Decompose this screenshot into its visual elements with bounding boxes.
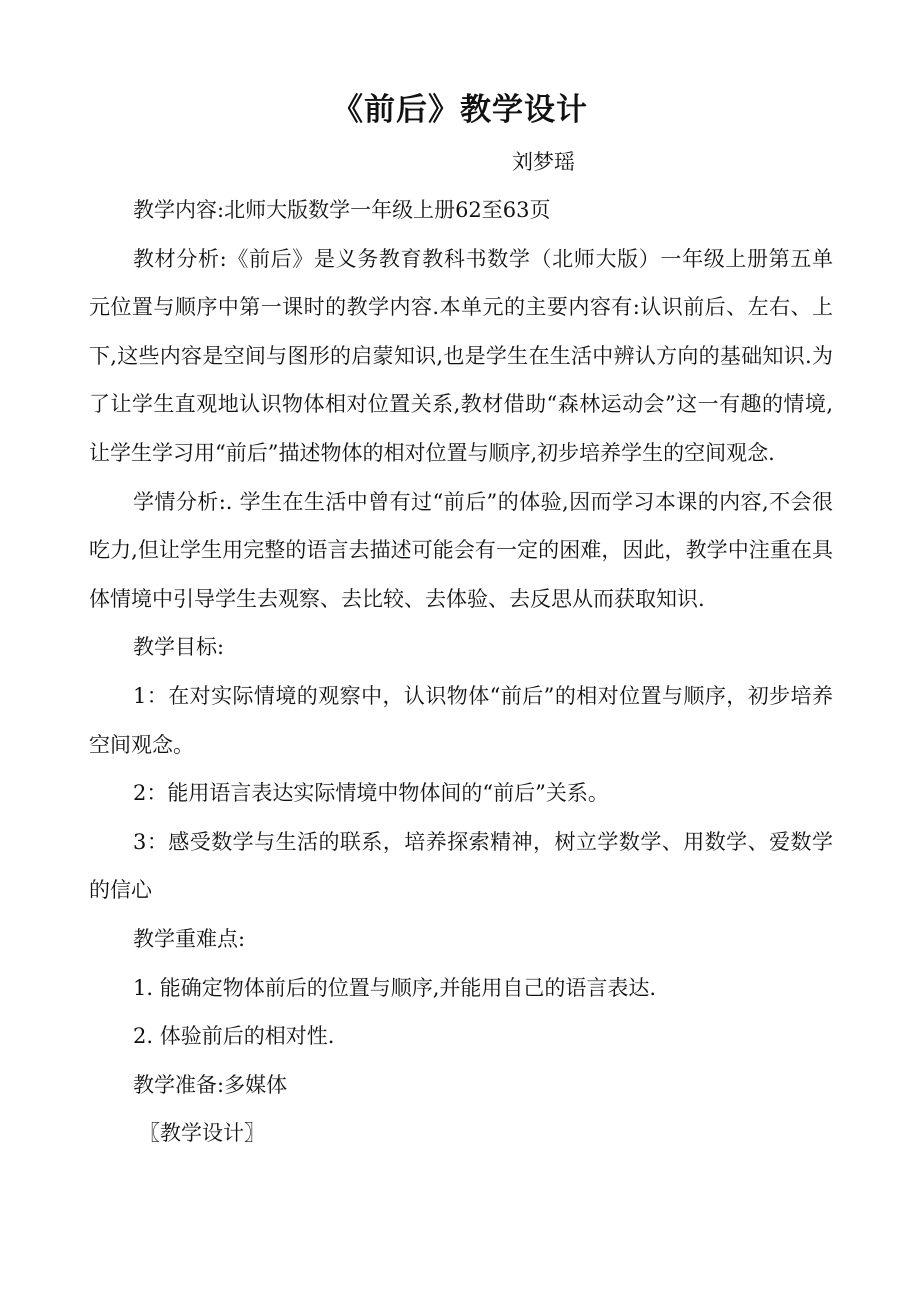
objective-item: 2：能用语言表达实际情境中物体间的“前后”关系。 — [133, 781, 609, 806]
author-name: 刘梦瑶 — [512, 150, 575, 174]
key-points-heading: 教学重难点: — [133, 926, 246, 951]
objective-item: 3：感受数学与生活的联系，培养探索精神，树立学数学、用数学、爱数学的信心 — [89, 829, 833, 903]
document-body — [89, 186, 833, 1158]
key-point-item: 1. 能确定物体前后的位置与顺序,并能用自己的语言表达. — [133, 975, 657, 1000]
objective-item: 1：在对实际情境的观察中，认识物体“前后”的相对位置与顺序，初步培养空间观念。 — [89, 683, 833, 757]
material-analysis: 教材分析:《前后》是义务教育教科书数学（北师大版）一年级上册第五单元位置与顺序中第一课时的教学内容.本单元的主要内容有:认识前后、左右、上下,这些内容是空间与图形的启蒙知识,也是学生在生活中辨认方向的基础知识.为了让学生直观地认识物体相对位置关系,教材借助“森林运动会”这一有趣的情境,让学生学习用“前后”描述物体的相对位置与顺序,初步培养学生的空间观念. — [89, 246, 833, 465]
document-title: 《前后》教学设计 — [332, 92, 588, 128]
student-analysis: 学情分析:. 学生在生活中曾有过“前后”的体验,因而学习本课的内容,不会很吃力,但让学生用完整的语言去描述可能会有一定的困难，因此，教学中注重在具体情境中引导学生去观察、去比较、去体验、去反思从而获取知识. — [89, 489, 833, 611]
objectives-heading: 教学目标: — [133, 635, 225, 660]
key-point-item: 2. 体验前后的相对性. — [133, 1024, 335, 1049]
teaching-content: 教学内容:北师大版数学一年级上册62至63页 — [133, 198, 551, 222]
design-heading: 〖教学设计〗 — [139, 1121, 265, 1146]
preparation: 教学准备:多媒体 — [133, 1072, 288, 1097]
